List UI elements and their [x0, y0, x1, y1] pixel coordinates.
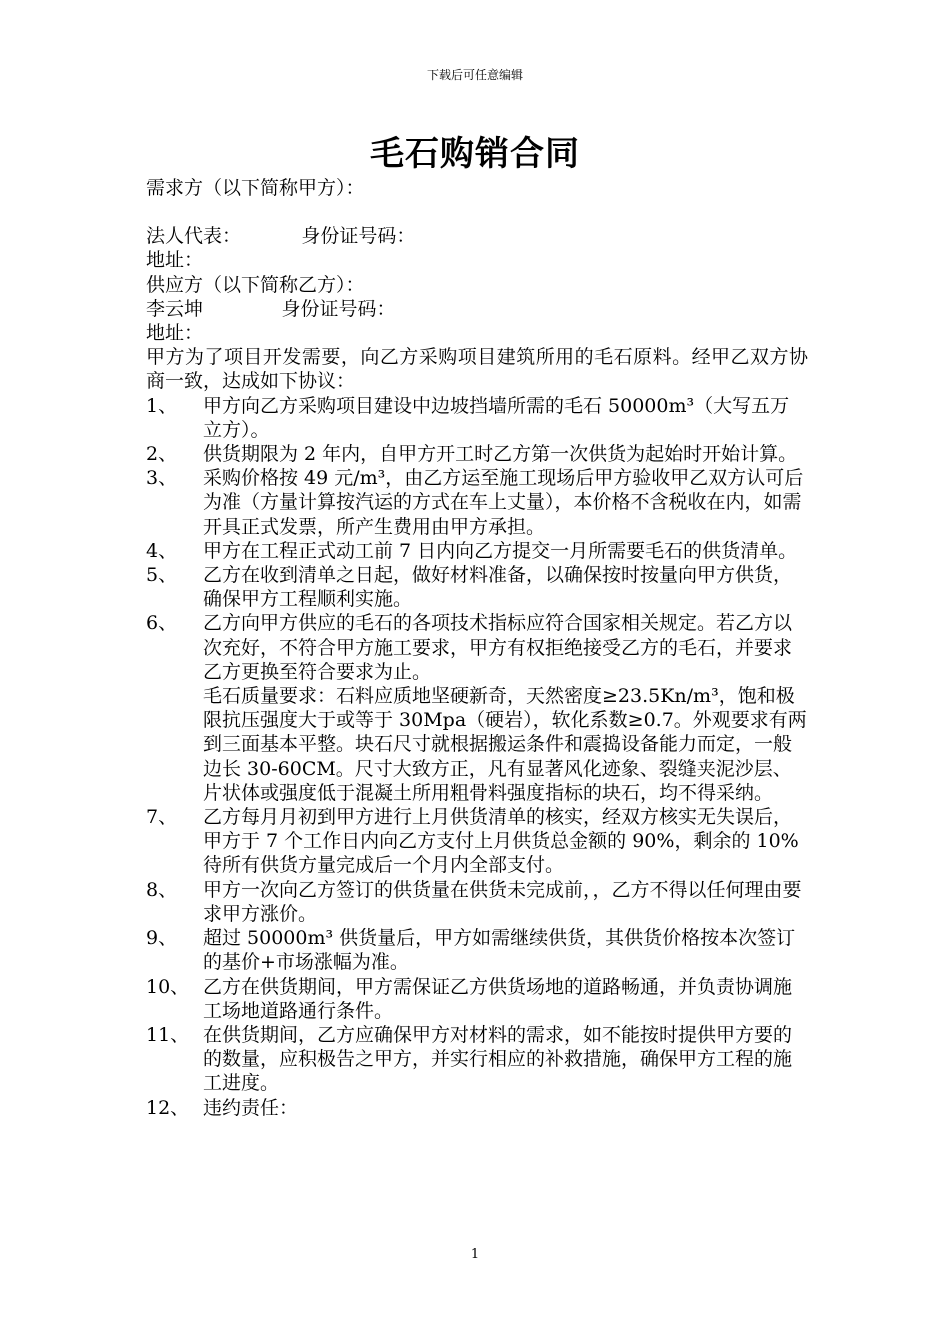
clause-item	[146, 1023, 808, 1096]
clause-item	[146, 466, 808, 539]
clause-item	[146, 926, 808, 974]
clause-text: 甲方一次向乙方签订的供货量在供货未完成前，，乙方不得以任何理由要求甲方涨价。	[203, 878, 802, 925]
document-title: 毛石购销合同	[370, 134, 580, 174]
clause-number: 6、	[146, 612, 178, 635]
clause-item	[146, 975, 808, 1023]
clause-item	[146, 1096, 808, 1120]
party-b-label: 供应方（以下简称乙方）：	[146, 273, 365, 296]
clause-number: 4、	[146, 539, 178, 562]
clause-body	[203, 611, 808, 805]
clause-text: 乙方在收到清单之日起，做好材料准备，以确保按时按量向甲方供货，确保甲方工程顺利实施。	[203, 564, 793, 611]
clause-text: 乙方向甲方供应的毛石的各项技术指标应符合国家相关规定。若乙方以次充好，不符合甲方施工要求，甲方有权拒绝接受乙方的毛石，并要求乙方更换至符合要求为止。	[203, 612, 793, 683]
party-a-address: 地址：	[146, 249, 204, 272]
party-b-name-line: 李云坤 身份证号码：	[146, 297, 396, 320]
contract-body	[146, 176, 808, 1120]
quality-requirements: 毛石质量要求：石料应质地坚硬新奇，天然密度≥23.5Kn/m³，饱和极限抗压强度大于或等于 30Mpa（硬岩），软化系数≥0.7。外观要求有两到三面基本平整。块石尺寸就根据搬运条件和震捣设备能力而定，一般边长 30-60CM。尺寸大致方正，凡有显著风化迹象、裂缝夹泥沙层、片状体或强度低于混凝土所用粗骨料强度指标的块石，均不得采纳。	[203, 685, 807, 804]
clause-number: 9、	[146, 927, 178, 950]
blank-line	[146, 200, 808, 224]
clause-text: 甲方在工程正式动工前 7 日内向乙方提交一月所需要毛石的供货清单。	[203, 539, 798, 562]
clause-number: 7、	[146, 806, 178, 829]
clause-text: 在供货期间，乙方应确保甲方对材料的需求，如不能按时提供甲方要的的数量，应积极告之甲方，并实行相应的补救措施，确保甲方工程的施工进度。	[203, 1023, 793, 1095]
clause-text: 乙方在供货期间，甲方需保证乙方供货场地的道路畅通，并负责协调施工场地道路通行条件。	[203, 975, 793, 1022]
clause-number: 10、	[146, 975, 190, 998]
clause-item	[146, 539, 808, 563]
clause-text: 甲方向乙方采购项目建设中边坡挡墙所需的毛石 50000m³（大写五万立方）。	[203, 394, 790, 441]
clause-item	[146, 878, 808, 926]
clause-number: 2、	[146, 443, 178, 466]
clause-text: 乙方每月月初到甲方进行上月供货清单的核实，经双方核实无失误后，甲方于 7 个工作日内向乙方支付上月供货总金额的 90%，剩余的 10%待所有供货方量完成后一个月内全部支付。	[203, 806, 799, 877]
header-note: 下载后可任意编辑	[426, 68, 523, 82]
clause-item	[146, 563, 808, 611]
clause-item	[146, 394, 808, 442]
clause-item	[146, 442, 808, 466]
clause-number: 3、	[146, 467, 178, 490]
party-a-legal-rep: 法人代表： 身份证号码：	[146, 225, 416, 248]
clause-number: 11、	[146, 1023, 190, 1046]
clause-number: 5、	[146, 564, 178, 587]
clause-text: 违约责任：	[203, 1096, 299, 1119]
clause-number: 1、	[146, 394, 178, 417]
clause-text: 超过 50000m³ 供货量后，甲方如需继续供货，其供货价格按本次签订的基价+市场涨幅为准。	[203, 927, 796, 974]
clause-text: 供货期限为 2 年内，自甲方开工时乙方第一次供货为起始时开始计算。	[203, 443, 798, 466]
clause-number: 8、	[146, 878, 178, 901]
party-b-address: 地址：	[146, 322, 204, 345]
page-number: 1	[470, 1247, 480, 1262]
clause-item	[146, 611, 808, 805]
clause-text: 采购价格按 49 元/m³，由乙方运至施工现场后甲方验收甲乙双方认可后为准（方量计算按汽运的方式在车上丈量），本价格不含税收在内，如需开具正式发票，所产生费用由甲方承担。	[203, 467, 804, 538]
clause-item	[146, 805, 808, 878]
intro-paragraph: 甲方为了项目开发需要，向乙方采购项目建筑所用的毛石原料。经甲乙双方协商一致，达成如下协议：	[146, 346, 808, 393]
clause-number: 12、	[146, 1096, 190, 1119]
party-a-label: 需求方（以下简称甲方）：	[146, 177, 365, 199]
